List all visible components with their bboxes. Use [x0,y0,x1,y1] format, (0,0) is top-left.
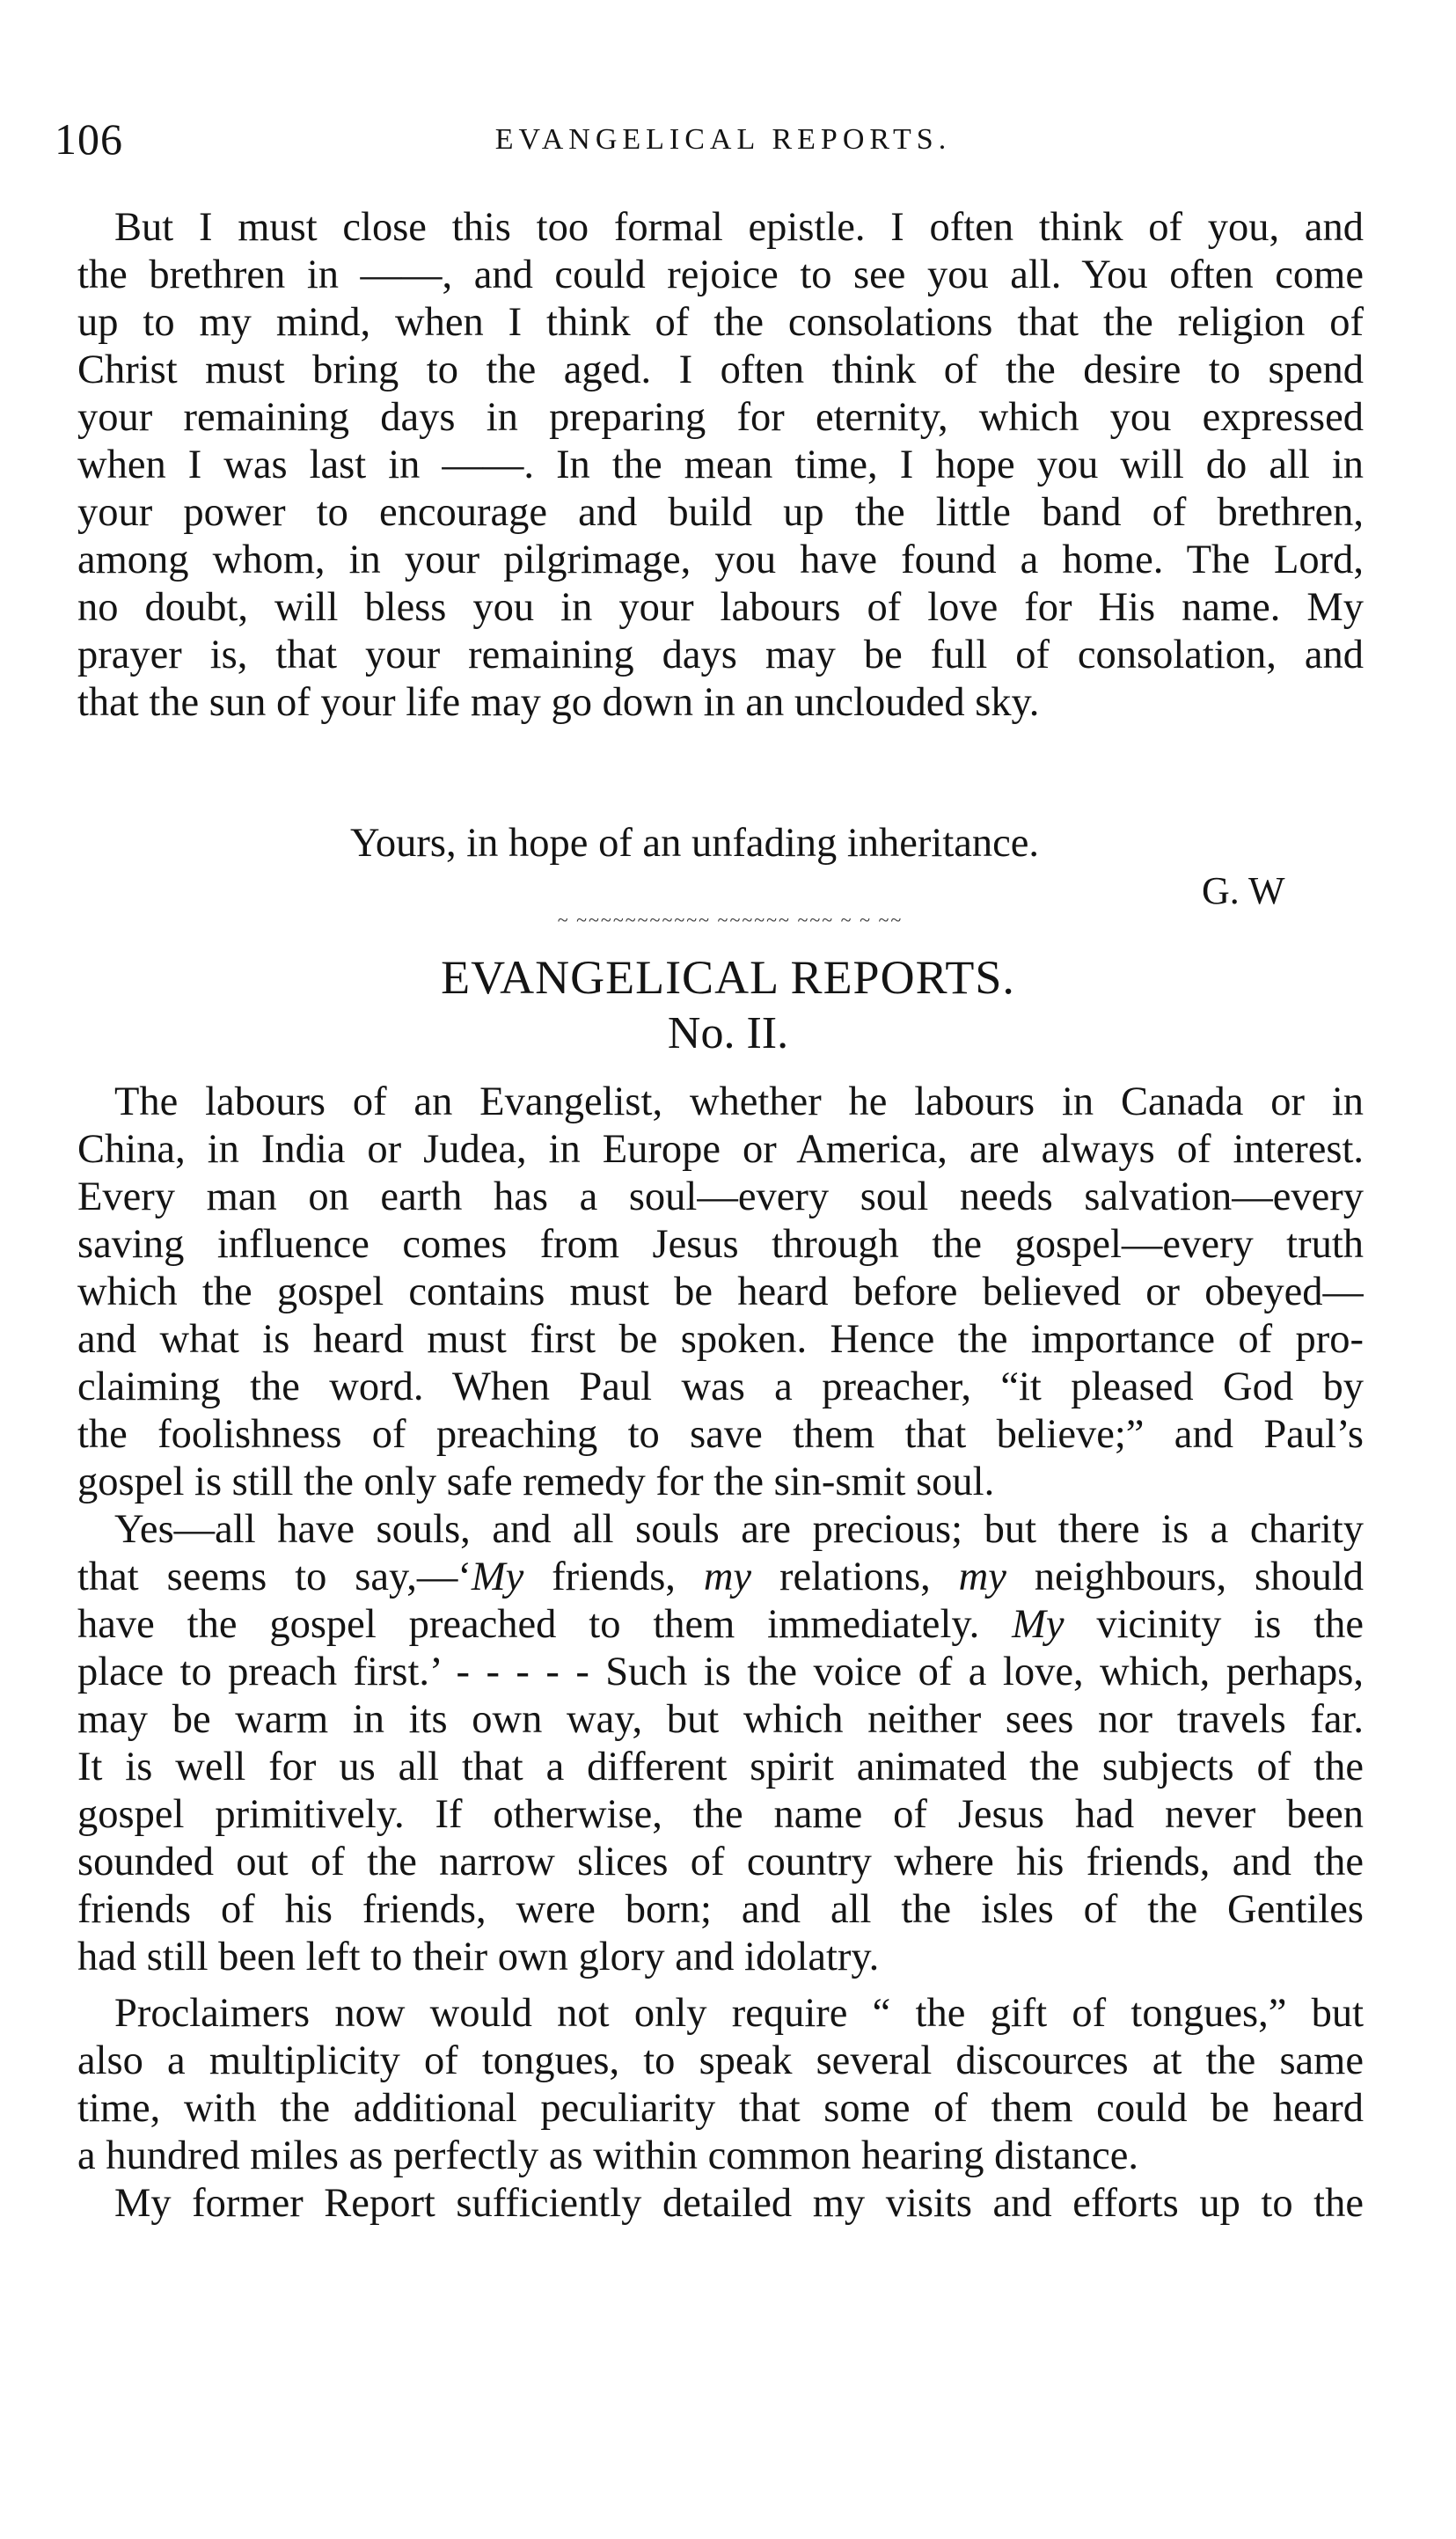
text-line: The labours of an Evangelist, whether he labours in Canada or in [114,1079,1364,1124]
page-header [55,113,1392,165]
text-line: your power to encourage and build up the little band of brethren, [77,490,1364,535]
text-fragment: vicinity is the [1064,1602,1364,1647]
text-line: time, with the additional peculiarity that some of them could be heard [77,2086,1364,2131]
emphasis-word: my [703,1555,752,1599]
emphasis-word: my [958,1555,1006,1599]
article-title: EVANGELICAL REPORTS. [441,951,1015,1004]
text-line: Every man on earth has a soul—every soul needs salvation—every [77,1174,1364,1219]
paragraph-gap [77,1981,1364,1990]
text-fragment: that seems to say,—‘ [77,1555,472,1599]
text-line: your remaining days in preparing for eternity, which you expressed [77,395,1364,440]
text-line: Christ must bring to the aged. I often think of the desire to spend [77,348,1364,392]
text-line: prayer is, that your remaining days may be full of consolation, and [77,633,1364,677]
text-line: the foolishness of preaching to save them that believe;” and Paul’s [77,1412,1364,1457]
text-line: may be warm in its own way, but which neither sees nor travels far. [77,1697,1364,1742]
text-line: a hundred miles as perfectly as within common hearing distance. [77,2133,1139,2178]
article-body [77,1079,1364,2228]
text-line: My former Report sufficiently detailed my visits and efforts up to the [114,2181,1364,2226]
letter-closing: Yours, in hope of an unfading inheritance. [350,821,1040,866]
text-fragment: have the gospel preached to them immediately. [77,1602,1013,1647]
text-line: gospel primitively. If otherwise, the name of Jesus had never been [77,1792,1364,1837]
text-line: no doubt, will bless you in your labours of love for His name. My [77,585,1364,630]
letter-paragraph [77,204,1364,727]
section-divider-ornament: ~ ~~~~~~~~~~~ ~~~~~~ ~~~ ~ ~ ~~ [557,911,904,929]
text-line: had still been left to their own glory and idolatry. [77,1935,880,1979]
text-line-with-emphasis [77,1601,1364,1649]
text-line: which the gospel contains must be heard before believed or obeyed— [77,1270,1364,1314]
text-line: Proclaimers now would not only require “ the gift of tongues,” but [114,1991,1364,2036]
emphasis-word: My [1012,1602,1065,1647]
text-line: friends of his friends, were born; and all the isles of the Gentiles [77,1887,1364,1932]
text-line: Yes—all have souls, and all souls are precious; but there is a charity [114,1507,1364,1552]
page-number: 106 [55,114,123,164]
text-line: place to preach first.’ - - - - - Such is the voice of a love, which, perhaps, [77,1650,1364,1694]
emphasis-word: My [471,1555,524,1599]
text-fragment: neighbours, should [1006,1555,1364,1599]
text-line: saving influence comes from Jesus through the gospel—every truth [77,1222,1364,1267]
text-line: up to my mind, when I think of the consolations that the religion of [77,300,1364,345]
text-line: China, in India or Judea, in Europe or America, are always of interest. [77,1127,1364,1172]
text-line: sounded out of the narrow slices of country where his friends, and the [77,1840,1364,1884]
article-number: No. II. [667,1008,789,1058]
text-line: gospel is still the only safe remedy for the sin-smit soul. [77,1460,995,1504]
running-head: EVANGELICAL REPORTS. [494,123,952,156]
letter-signature: G. W [1202,869,1285,912]
text-line: the brethren in ——, and could rejoice to see you all. You often come [77,252,1364,297]
text-line: But I must close this too formal epistle. I often think of you, and [114,205,1364,250]
text-line: among whom, in your pilgrimage, you have found a home. The Lord, [77,538,1364,582]
text-fragment: relations, [751,1555,959,1599]
text-line: claiming the word. When Paul was a preacher, “it pleased God by [77,1365,1364,1409]
text-fragment: friends, [523,1555,704,1599]
text-line: also a multiplicity of tongues, to speak several discources at the same [77,2038,1364,2083]
text-line-with-emphasis [77,1554,1364,1601]
text-line: and what is heard must first be spoken. Hence the importance of pro- [77,1317,1364,1362]
text-line: that the sun of your life may go down in an unclouded sky. [77,680,1040,725]
text-line: when I was last in ——. In the mean time, I hope you will do all in [77,443,1364,487]
text-line: It is well for us all that a different spirit animated the subjects of the [77,1745,1364,1789]
